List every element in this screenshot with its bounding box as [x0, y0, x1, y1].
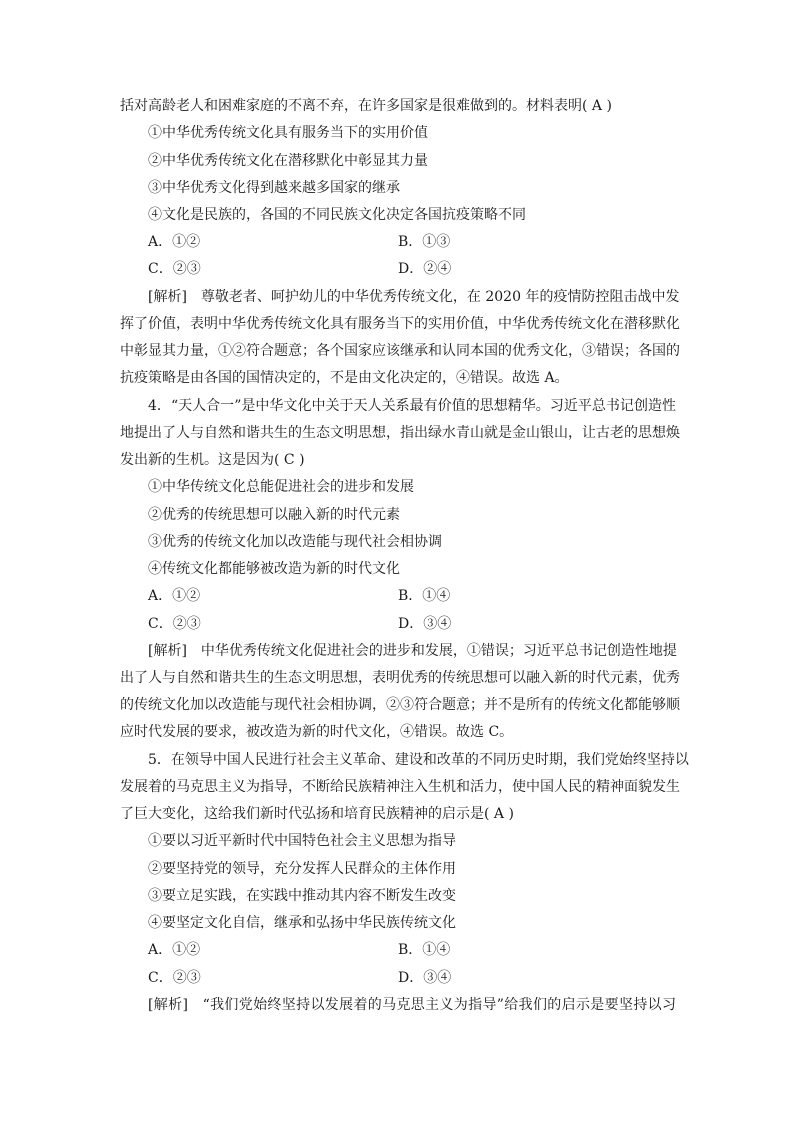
q3-analysis-line-4: 抗疫策略是由各国的国情决定的，不是由文化决定的，④错误。故选 A。	[120, 370, 569, 386]
q5-option-c: C．②③	[148, 970, 201, 986]
q4-analysis-line-3: 的传统文化加以改造能与现代社会相协调，②③符合题意；并不是所有的传统文化都能够顺	[120, 697, 680, 713]
q3-option-b: B．①③	[398, 234, 451, 250]
q4-option-d: D．③④	[398, 616, 452, 632]
question-5-stem-line-3: 了巨大变化，这给我们新时代弘扬和培育民族精神的启示是( A )	[120, 806, 514, 822]
q3-analysis-line-3: 中彰显其力量，①②符合题意；各个国家应该继承和认同本国的优秀文化，③错误；各国的	[120, 343, 680, 359]
question-4-stem-line-1: 4．“天人合一”是中华文化中关于天人关系最有价值的思想精华。习近平总书记创造性	[148, 398, 676, 414]
question-3-stem-end: 括对高龄老人和困难家庭的不离不弃，在许多国家是很难做到的。材料表明( A )	[120, 98, 612, 114]
q5-option-b: B．①④	[398, 942, 451, 958]
q3-option-d: D．②④	[398, 261, 452, 277]
q3-statement-1: ①中华优秀传统文化具有服务当下的实用价值	[148, 125, 428, 141]
q3-statement-4: ④文化是民族的，各国的不同民族文化决定各国抗疫策略不同	[148, 207, 526, 223]
q4-analysis-line-4: 应时代发展的要求，被改造为新的时代文化，④错误。故选 C。	[120, 724, 514, 740]
q4-option-b: B．①④	[398, 588, 451, 604]
q3-option-c: C．②③	[148, 261, 201, 277]
q5-statement-1: ①要以习近平新时代中国特色社会主义思想为指导	[148, 833, 456, 849]
q4-statement-4: ④传统文化都能够被改造为新的时代文化	[148, 561, 400, 577]
q4-statement-2: ②优秀的传统思想可以融入新的时代元素	[148, 507, 400, 523]
q4-analysis-line-1: [解析] 中华优秀传统文化促进社会的进步和发展，①错误；习近平总书记创造性地提	[148, 643, 677, 659]
q3-analysis-line-2: 挥了价值，表明中华优秀传统文化具有服务当下的实用价值，中华优秀传统文化在潜移默化	[120, 316, 680, 332]
q5-option-a: A．①②	[148, 942, 201, 958]
question-4-stem-line-3: 发出新的生机。这是因为( C )	[120, 452, 305, 468]
q5-statement-4: ④要坚定文化自信，继承和弘扬中华民族传统文化	[148, 915, 456, 931]
q5-statement-2: ②要坚持党的领导，充分发挥人民群众的主体作用	[148, 861, 456, 877]
question-5-stem-line-1: 5．在领导中国人民进行社会主义革命、建设和改革的不同历史时期，我们党始终坚持以	[148, 752, 689, 768]
q3-option-a: A．①②	[148, 234, 201, 250]
q4-statement-3: ③优秀的传统文化加以改造能与现代社会相协调	[148, 534, 442, 550]
q3-statement-2: ②中华优秀传统文化在潜移默化中彰显其力量	[148, 153, 428, 169]
q4-option-a: A．①②	[148, 588, 201, 604]
question-5-stem-line-2: 发展着的马克思主义为指导，不断给民族精神注入生机和活力，使中国人民的精神面貌发生	[120, 779, 680, 795]
q4-option-c: C．②③	[148, 616, 201, 632]
q3-analysis-line-1: [解析] 尊敬老者、呵护幼儿的中华优秀传统文化，在 2020 年的疫情防控阻击战中发	[148, 289, 680, 305]
q5-option-d: D．③④	[398, 970, 452, 986]
question-4-stem-line-2: 地提出了人与自然和谐共生的生态文明思想，指出绿水青山就是金山银山，让古老的思想焕	[120, 425, 680, 441]
q4-statement-1: ①中华传统文化总能促进社会的进步和发展	[148, 479, 414, 495]
q4-analysis-line-2: 出了人与自然和谐共生的生态文明思想，表明优秀的传统思想可以融入新的时代元素，优秀	[120, 670, 680, 686]
q5-statement-3: ③要立足实践，在实践中推动其内容不断发生改变	[148, 888, 456, 904]
q5-analysis-line-1: [解析] “我们党始终坚持以发展着的马克思主义为指导”给我们的启示是要坚持以习	[148, 997, 676, 1013]
q3-statement-3: ③中华优秀文化得到越来越多国家的继承	[148, 180, 400, 196]
